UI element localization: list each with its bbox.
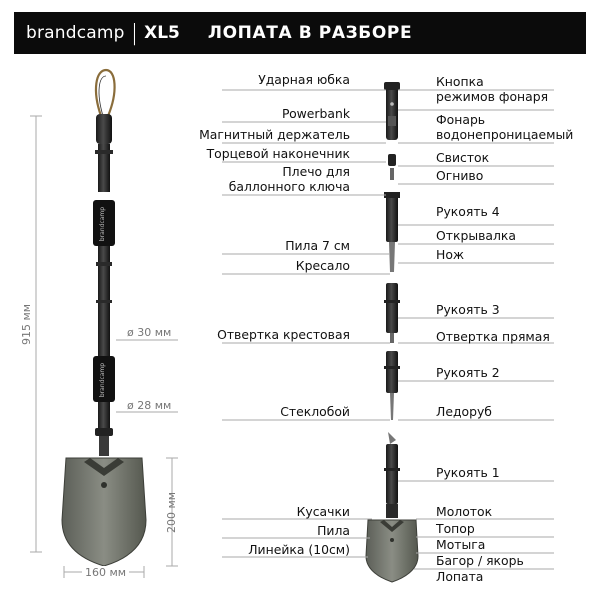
label-end-tip: Торцевой наконечник bbox=[206, 146, 350, 161]
page-title: ЛОПАТА В РАЗБОРЕ bbox=[207, 23, 413, 43]
label-wrench-arm-2: баллонного ключа bbox=[228, 179, 350, 194]
label-hook-anchor: Багор / якорь bbox=[436, 553, 524, 568]
label-flat-screwdriver: Отвертка прямая bbox=[436, 329, 550, 344]
label-handle-4: Рукоять 4 bbox=[436, 204, 500, 219]
diameter-top-label: ø 30 мм bbox=[127, 326, 172, 339]
assembled-shovel bbox=[62, 70, 146, 566]
blade-height-label: 200 мм bbox=[165, 491, 179, 534]
model-name: XL5 bbox=[144, 23, 180, 43]
label-axe: Топор bbox=[436, 521, 475, 536]
label-powerbank: Powerbank bbox=[282, 106, 350, 121]
header-separator: | bbox=[130, 20, 139, 46]
label-flashlight-1: Фонарь bbox=[436, 112, 486, 127]
label-button-1: Кнопка bbox=[436, 74, 484, 89]
label-kresalo: Кресало bbox=[295, 258, 350, 273]
label-nippers: Кусачки bbox=[296, 504, 350, 519]
length-label: 915 мм bbox=[20, 303, 34, 346]
brand-logo: brandcamp bbox=[26, 23, 125, 43]
label-glass-breaker: Стеклобой bbox=[280, 404, 350, 419]
label-handle-3: Рукоять 3 bbox=[436, 302, 500, 317]
label-handle-1: Рукоять 1 bbox=[436, 465, 500, 480]
label-hoe: Мотыга bbox=[436, 537, 486, 552]
label-hammer: Молоток bbox=[436, 504, 493, 519]
blade-width-label: 160 мм bbox=[82, 566, 129, 579]
label-ruler: Линейка (10см) bbox=[248, 542, 350, 557]
label-wrench-arm-1: Плечо для bbox=[282, 164, 350, 179]
disassembled-parts bbox=[366, 82, 418, 582]
label-shovel: Лопата bbox=[436, 569, 484, 584]
label-phillips-screwdriver: Отвертка крестовая bbox=[217, 327, 350, 342]
label-whistle: Свисток bbox=[436, 150, 490, 165]
label-saw-7cm: Пила 7 см bbox=[285, 238, 350, 253]
svg-text:brandcamp: brandcamp bbox=[99, 362, 106, 398]
label-knife: Нож bbox=[436, 247, 465, 262]
label-udarnaya-yubka: Ударная юбка bbox=[258, 72, 350, 87]
label-button-2: режимов фонаря bbox=[436, 89, 549, 104]
label-firestarter: Огниво bbox=[436, 168, 484, 183]
label-ice-pick: Ледоруб bbox=[436, 404, 492, 419]
label-handle-2: Рукоять 2 bbox=[436, 365, 500, 380]
label-opener: Открывалка bbox=[436, 228, 516, 243]
label-saw: Пила bbox=[317, 523, 350, 538]
label-magnetic-holder: Магнитный держатель bbox=[199, 127, 350, 142]
diameter-bottom-label: ø 28 мм bbox=[127, 399, 172, 412]
svg-text:brandcamp: brandcamp bbox=[99, 206, 106, 242]
label-flashlight-2: водонепроницаемый bbox=[436, 127, 574, 142]
